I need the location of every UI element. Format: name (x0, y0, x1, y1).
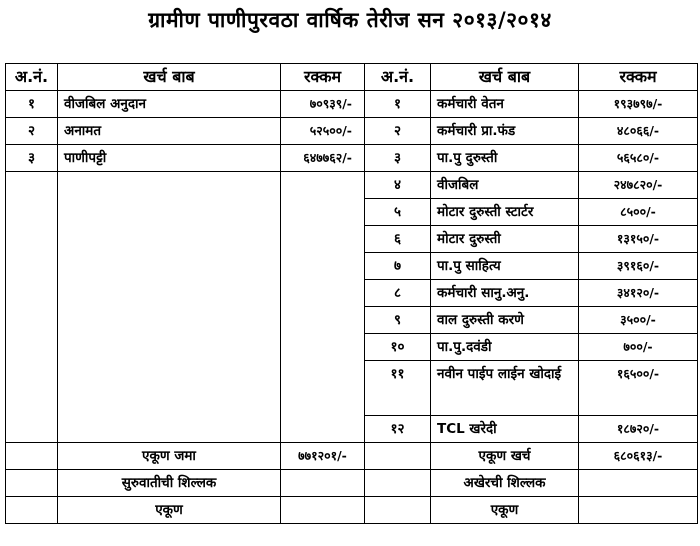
total-income-value: ७७१२०१/- (281, 443, 365, 470)
income-amount: ६४७७६२/- (281, 145, 365, 172)
expense-sr: ८ (365, 280, 431, 307)
income-sr: ३ (6, 145, 58, 172)
balance-row (6, 470, 698, 497)
empty-cell (365, 443, 431, 470)
expense-amount: १९३७९७/- (579, 91, 698, 118)
expense-sr: १० (365, 334, 431, 361)
expense-amount: १८७२०/- (579, 416, 698, 443)
empty-cell (6, 443, 58, 470)
expense-sr: ११ (365, 361, 431, 416)
income-sr: २ (6, 118, 58, 145)
expense-amount: १६५००/- (579, 361, 698, 416)
expense-sr: १२ (365, 416, 431, 443)
expense-sr: ५ (365, 199, 431, 226)
expense-sr: ३ (365, 145, 431, 172)
income-head-empty (58, 172, 281, 443)
left-head-header: खर्च बाब (58, 64, 281, 91)
expense-amount: ७००/- (579, 334, 698, 361)
expense-head: कर्मचारी सानु.अनु. (431, 280, 579, 307)
expense-head: कर्मचारी प्रा.फंड (431, 118, 579, 145)
expense-amount: ३४१२०/- (579, 280, 698, 307)
page-title: ग्रामीण पाणीपुरवठा वार्षिक तेरीज सन २०१३/२०१४ (148, 8, 552, 32)
expense-amount: ३९१६०/- (579, 253, 698, 280)
expense-head: वीजबिल (431, 172, 579, 199)
income-amount-empty (281, 172, 365, 443)
expense-sr: २ (365, 118, 431, 145)
grand-total-left-label: एकूण (58, 497, 281, 524)
total-expense-label: एकूण खर्च (431, 443, 579, 470)
total-expense-value: ६८०६१३/- (579, 443, 698, 470)
grand-total-row (6, 497, 698, 524)
expense-amount: ८५००/- (579, 199, 698, 226)
expense-head: TCL खरेदी (431, 416, 579, 443)
expense-sr: ९ (365, 307, 431, 334)
opening-balance-label: सुरुवातीची शिल्लक (58, 470, 281, 497)
left-sr-header: अ.नं. (6, 64, 58, 91)
header-row (6, 64, 698, 91)
right-sr-header: अ.नं. (365, 64, 431, 91)
income-head: पाणीपट्टी (58, 145, 281, 172)
expense-head: मोटार दुरुस्ती स्टार्टर (431, 199, 579, 226)
expense-head: नवीन पाईप लाईन खोदाई (431, 361, 579, 416)
expense-head: पा.पु दुरुस्ती (431, 145, 579, 172)
annual-balance-table (5, 63, 698, 524)
grand-total-right-value (579, 497, 698, 524)
income-amount: ७०९३९/- (281, 91, 365, 118)
expense-amount: १३१५०/- (579, 226, 698, 253)
expense-head: मोटार दुरुस्ती (431, 226, 579, 253)
income-sr-empty (6, 172, 58, 443)
expense-amount: २४७८२०/- (579, 172, 698, 199)
expense-amount: ५६५८०/- (579, 145, 698, 172)
expense-amount: ४८०६६/- (579, 118, 698, 145)
empty-cell (365, 470, 431, 497)
opening-balance-value (281, 470, 365, 497)
closing-balance-value (579, 470, 698, 497)
expense-head: पा.पु.दवंडी (431, 334, 579, 361)
empty-cell (6, 497, 58, 524)
grand-total-left-value (281, 497, 365, 524)
expense-sr: ६ (365, 226, 431, 253)
totals-row (6, 443, 698, 470)
left-amount-header: रक्कम (281, 64, 365, 91)
right-head-header: खर्च बाब (431, 64, 579, 91)
income-amount: ५२५००/- (281, 118, 365, 145)
income-head: अनामत (58, 118, 281, 145)
empty-cell (6, 470, 58, 497)
income-sr: १ (6, 91, 58, 118)
expense-head: कर्मचारी वेतन (431, 91, 579, 118)
grand-total-right-label: एकूण (431, 497, 579, 524)
empty-cell (365, 497, 431, 524)
table-row (6, 118, 698, 145)
income-head: वीजबिल अनुदान (58, 91, 281, 118)
expense-head: पा.पु साहित्य (431, 253, 579, 280)
table-row (6, 145, 698, 172)
expense-amount: ३५००/- (579, 307, 698, 334)
table-row (6, 91, 698, 118)
closing-balance-label: अखेरची शिल्लक (431, 470, 579, 497)
total-income-label: एकूण जमा (58, 443, 281, 470)
table-row (6, 172, 698, 199)
right-amount-header: रक्कम (579, 64, 698, 91)
expense-sr: ७ (365, 253, 431, 280)
expense-sr: १ (365, 91, 431, 118)
expense-sr: ४ (365, 172, 431, 199)
expense-head: वाल दुरुस्ती करणे (431, 307, 579, 334)
